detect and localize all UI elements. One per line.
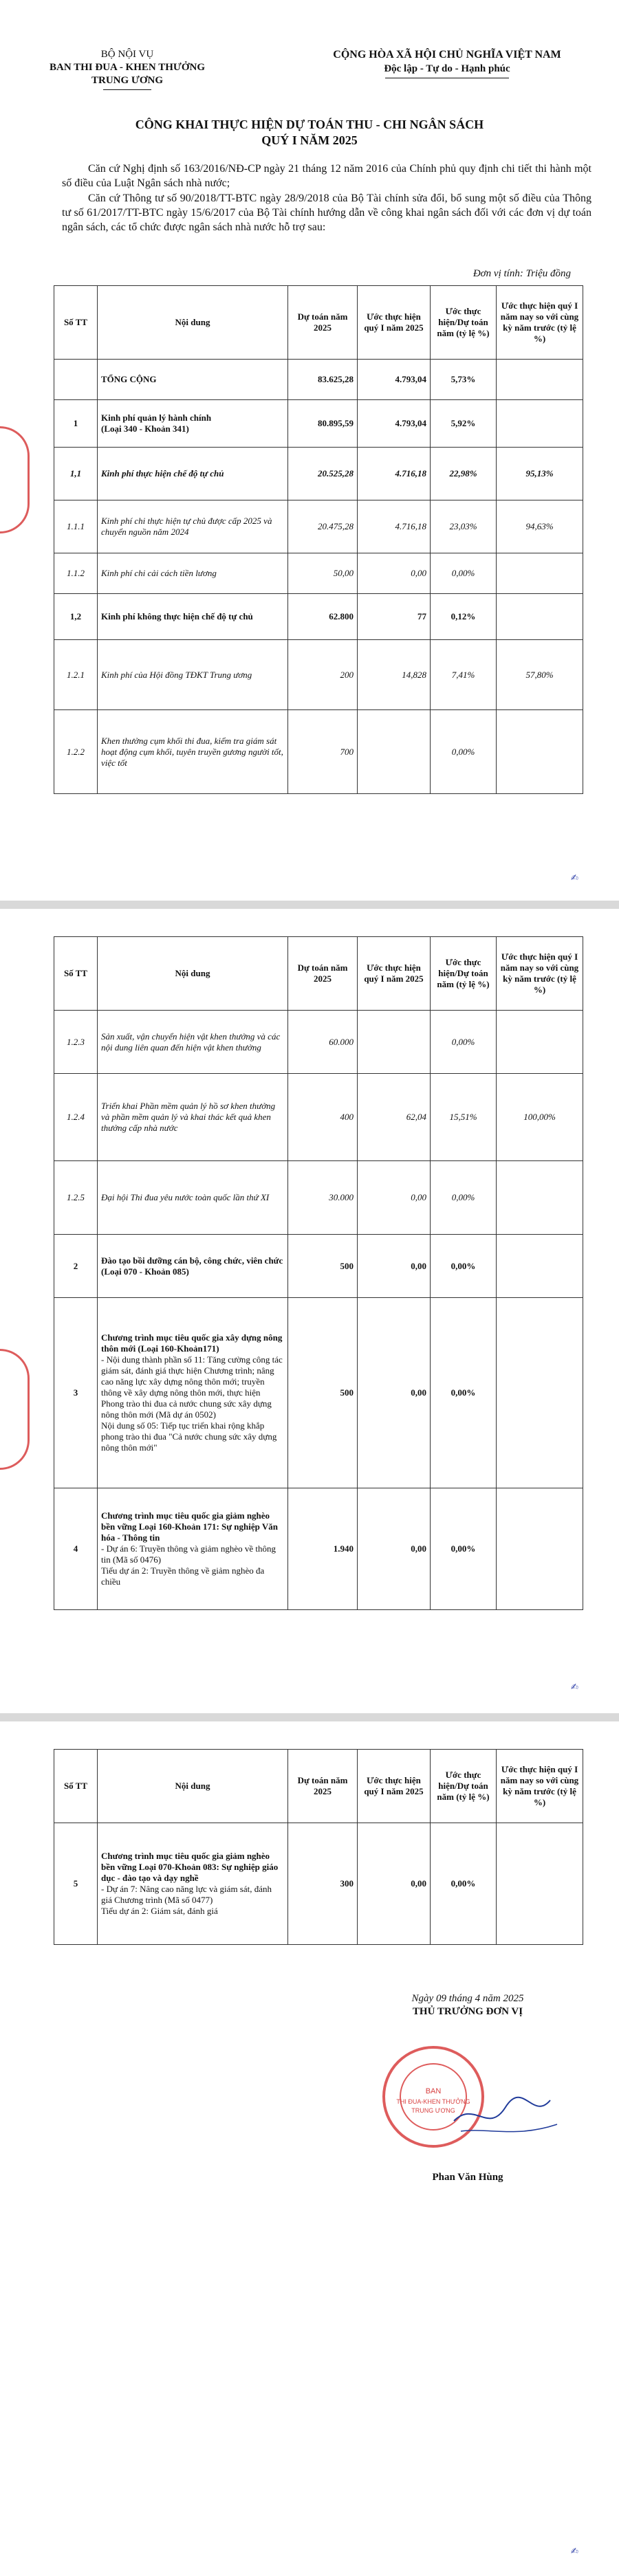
table-header-row <box>54 937 583 1011</box>
budget-table-page1 <box>54 285 583 794</box>
initial-signature-mark: ✍ <box>571 2546 578 2557</box>
row-q1-estimate-cell: 62,04 <box>358 1074 431 1161</box>
table-row <box>54 1298 583 1488</box>
row-ratio-cell: 22,98% <box>431 448 497 500</box>
table-row <box>54 1011 583 1074</box>
row-number-cell: 1,1 <box>54 448 98 500</box>
row-content-cell <box>98 1488 288 1610</box>
row-content-cell: Đại hội Thi đua yêu nước toàn quốc lần thứ XI <box>98 1161 288 1235</box>
row-yoy-cell <box>497 1011 583 1074</box>
row-content-cell: Kinh phí không thực hiện chế độ tự chủ <box>98 594 288 640</box>
row-yoy-cell <box>497 1161 583 1235</box>
row-yoy-cell <box>497 1298 583 1488</box>
row-q1-estimate-cell: 0,00 <box>358 553 431 594</box>
row-budget-cell: 20.525,28 <box>288 448 358 500</box>
row-budget-cell: 62.800 <box>288 594 358 640</box>
col-header-ratio: Ước thực hiện/Dự toán năm (tỷ lệ %) <box>431 937 497 1011</box>
row-content-cell: Kinh phí quản lý hành chính (Loại 340 - Khoản 341) <box>98 400 288 448</box>
row-ratio-cell: 5,73% <box>431 360 497 400</box>
initial-signature-mark: ✍ <box>571 1682 578 1693</box>
row-q1-estimate-cell: 4.793,04 <box>358 360 431 400</box>
row-budget-cell: 30.000 <box>288 1161 358 1235</box>
col-header-stt: Số TT <box>54 286 98 360</box>
budget-table-page2 <box>54 936 583 1610</box>
row-number-cell: 3 <box>54 1298 98 1488</box>
row-q1-estimate-cell <box>358 1011 431 1074</box>
col-header-ratio: Ước thực hiện/Dự toán năm (tỷ lệ %) <box>431 1750 497 1823</box>
row-budget-cell: 200 <box>288 640 358 710</box>
national-motto: Độc lập - Tự do - Hạnh phúc <box>384 63 510 74</box>
row-yoy-cell: 94,63% <box>497 500 583 553</box>
row-budget-cell: 1.940 <box>288 1488 358 1610</box>
row-yoy-cell: 57,80% <box>497 640 583 710</box>
row-number-cell: 1 <box>54 400 98 448</box>
row-number-cell: 2 <box>54 1235 98 1298</box>
row-content-cell: Sản xuất, vận chuyển hiện vật khen thưởng và các nội dung liên quan đến hiện vật khen thưởng <box>98 1011 288 1074</box>
row-budget-cell: 80.895,59 <box>288 400 358 448</box>
intro-paragraph-1: Căn cứ Nghị định số 163/2016/NĐ-CP ngày 21 tháng 12 năm 2016 của Chính phủ quy định chi tiết thi hành một số điều của Luật Ngân sách nhà nước; <box>62 163 591 189</box>
col-header-q1: Ước thực hiện quý I năm 2025 <box>358 937 431 1011</box>
seal-stamp-edge <box>0 1349 30 1470</box>
row-ratio-cell: 0,00% <box>431 1011 497 1074</box>
col-header-budget: Dự toán năm 2025 <box>288 937 358 1011</box>
table-row <box>54 500 583 553</box>
col-header-yoy: Ước thực hiện quý I năm nay so với cùng kỳ năm trước (tỷ lệ %) <box>497 1750 583 1823</box>
row-number-cell: 4 <box>54 1488 98 1610</box>
page-3 <box>0 1721 619 2576</box>
row-content-cell: Đào tạo bồi dưỡng cán bộ, công chức, viên chức (Loại 070 - Khoản 085) <box>98 1235 288 1298</box>
program-detail: - Nội dung thành phần số 11: Tăng cường công tác giám sát, đánh giá thực hiện Chương trình; nâng cao năng lực xây dựng nông thôn mới; truyền thông về xây dựng nông thôn mới, thực hiện Phong trào thi đua cả nước chung sức xây dựng nông thôn mới (Mã dự án 0502) Nội dung số 05: Tiếp tục triển khai rộng khắp phong trào thi đua "Cả nước chung sức xây dựng nông thôn mới" <box>101 1354 283 1453</box>
row-content-cell: Kinh phí của Hội đồng TĐKT Trung ương <box>98 640 288 710</box>
row-yoy-cell <box>497 400 583 448</box>
table-row <box>54 1074 583 1161</box>
row-budget-cell: 700 <box>288 710 358 794</box>
row-q1-estimate-cell <box>358 710 431 794</box>
col-header-q1: Ước thực hiện quý I năm 2025 <box>358 286 431 360</box>
row-content-cell: Kinh phí chi thực hiện tự chủ được cấp 2025 và chuyển nguồn năm 2024 <box>98 500 288 553</box>
program-detail: - Dự án 6: Truyền thông và giảm nghèo về thông tin (Mã số 0476) Tiểu dự án 2: Truyền thông về giảm nghèo đa chiều <box>101 1543 276 1587</box>
row-content-cell: Triển khai Phần mềm quản lý hồ sơ khen thưởng và phần mềm quản lý và khai thác kết quả khen thưởng cấp nhà nước <box>98 1074 288 1161</box>
table-row <box>54 553 583 594</box>
row-ratio-cell: 0,00% <box>431 1298 497 1488</box>
row-yoy-cell <box>497 360 583 400</box>
row-ratio-cell: 7,41% <box>431 640 497 710</box>
table-header-row <box>54 1750 583 1823</box>
table-row <box>54 360 583 400</box>
row-q1-estimate-cell: 77 <box>358 594 431 640</box>
row-budget-cell: 20.475,28 <box>288 500 358 553</box>
col-header-content: Nội dung <box>98 286 288 360</box>
document-title: CÔNG KHAI THỰC HIỆN DỰ TOÁN THU - CHI NGÂN SÁCH <box>135 118 484 131</box>
row-ratio-cell: 0,00% <box>431 1235 497 1298</box>
row-q1-estimate-cell: 0,00 <box>358 1161 431 1235</box>
official-seal-and-signature <box>358 2018 578 2169</box>
row-content-cell: Kinh phí chi cải cách tiền lương <box>98 553 288 594</box>
seal-stamp-edge <box>0 426 30 533</box>
col-header-content: Nội dung <box>98 937 288 1011</box>
intro-paragraph-2: Căn cứ Thông tư số 90/2018/TT-BTC ngày 28/9/2018 của Bộ Tài chính sửa đổi, bổ sung một số điều của Thông tư số 61/2017/TT-BTC ngày 15/6/2017 của Bộ Tài chính hướng dẫn về công khai ngân sách đối với các đơn vị dự toán ngân sách, các tổ chức được ngân sách nhà nước hỗ trợ sau: <box>62 192 591 233</box>
col-header-q1: Ước thực hiện quý I năm 2025 <box>358 1750 431 1823</box>
row-q1-estimate-cell: 0,00 <box>358 1488 431 1610</box>
table-row <box>54 640 583 710</box>
row-budget-cell: 500 <box>288 1298 358 1488</box>
table-row <box>54 1488 583 1610</box>
row-q1-estimate-cell: 4.716,18 <box>358 500 431 553</box>
page-1 <box>0 0 619 901</box>
row-yoy-cell <box>497 710 583 794</box>
board-name-line2: TRUNG ƯƠNG <box>91 75 164 86</box>
row-ratio-cell: 5,92% <box>431 400 497 448</box>
row-number-cell: 5 <box>54 1823 98 1945</box>
program-title: Chương trình mục tiêu quốc gia xây dựng nông thôn mới (Loại 160-Khoản171) <box>101 1332 283 1354</box>
row-yoy-cell <box>497 1235 583 1298</box>
col-header-budget: Dự toán năm 2025 <box>288 286 358 360</box>
program-detail: - Dự án 7: Nâng cao năng lực và giám sát, đánh giá Chương trình (Mã số 0477) Tiểu dự án 2: Giám sát, đánh giá <box>101 1884 272 1916</box>
row-budget-cell: 83.625,28 <box>288 360 358 400</box>
row-budget-cell: 50,00 <box>288 553 358 594</box>
row-ratio-cell: 0,00% <box>431 1823 497 1945</box>
row-ratio-cell: 0,00% <box>431 1488 497 1610</box>
col-header-budget: Dự toán năm 2025 <box>288 1750 358 1823</box>
row-budget-cell: 60.000 <box>288 1011 358 1074</box>
col-header-content: Nội dung <box>98 1750 288 1823</box>
table-row <box>54 594 583 640</box>
page-2 <box>0 909 619 1713</box>
row-yoy-cell <box>497 553 583 594</box>
budget-table-page3 <box>54 1749 583 1945</box>
row-budget-cell: 300 <box>288 1823 358 1945</box>
row-budget-cell: 500 <box>288 1235 358 1298</box>
row-number-cell: 1.2.2 <box>54 710 98 794</box>
svg-text:THI ĐUA-KHEN THƯỞNG: THI ĐUA-KHEN THƯỞNG <box>396 2098 470 2105</box>
row-q1-estimate-cell: 4.793,04 <box>358 400 431 448</box>
row-ratio-cell: 0,00% <box>431 1161 497 1235</box>
row-yoy-cell: 95,13% <box>497 448 583 500</box>
row-ratio-cell: 23,03% <box>431 500 497 553</box>
row-yoy-cell <box>497 1488 583 1610</box>
row-content-cell <box>98 1298 288 1488</box>
row-yoy-cell: 100,00% <box>497 1074 583 1161</box>
row-number-cell: 1.1.2 <box>54 553 98 594</box>
initial-signature-mark: ✍ <box>571 873 578 883</box>
row-number-cell: 1,2 <box>54 594 98 640</box>
row-q1-estimate-cell: 4.716,18 <box>358 448 431 500</box>
row-number-cell <box>54 360 98 400</box>
svg-text:TRUNG ƯƠNG: TRUNG ƯƠNG <box>411 2107 455 2114</box>
row-content-cell: Kinh phí thực hiện chế độ tự chủ <box>98 448 288 500</box>
table-row <box>54 1823 583 1945</box>
row-ratio-cell: 0,00% <box>431 710 497 794</box>
signer-role: THỦ TRƯỞNG ĐƠN VỊ <box>412 2006 523 2017</box>
row-q1-estimate-cell: 0,00 <box>358 1235 431 1298</box>
row-q1-estimate-cell: 0,00 <box>358 1298 431 1488</box>
table-row <box>54 1235 583 1298</box>
row-ratio-cell: 15,51% <box>431 1074 497 1161</box>
document-subtitle: QUÝ I NĂM 2025 <box>261 133 358 147</box>
row-number-cell: 1.2.1 <box>54 640 98 710</box>
row-number-cell: 1.1.1 <box>54 500 98 553</box>
row-ratio-cell: 0,00% <box>431 553 497 594</box>
col-header-ratio: Ước thực hiện/Dự toán năm (tỷ lệ %) <box>431 286 497 360</box>
agency-header <box>41 48 213 90</box>
header-underline <box>103 89 151 90</box>
col-header-stt: Số TT <box>54 937 98 1011</box>
table-row <box>54 710 583 794</box>
col-header-stt: Số TT <box>54 1750 98 1823</box>
svg-text:BAN: BAN <box>425 2087 442 2095</box>
ministry-name: BỘ NỘI VỤ <box>100 49 154 60</box>
table-row <box>54 448 583 500</box>
row-number-cell: 1.2.3 <box>54 1011 98 1074</box>
row-content-cell <box>98 1823 288 1945</box>
col-header-yoy: Ước thực hiện quý I năm nay so với cùng kỳ năm trước (tỷ lệ %) <box>497 937 583 1011</box>
table-header-row <box>54 286 583 360</box>
row-content-cell: TỔNG CỘNG <box>98 360 288 400</box>
board-name: BAN THI ĐUA - KHEN THƯỞNG <box>49 62 205 73</box>
program-title: Chương trình mục tiêu quốc gia giảm nghèo bền vững Loại 160-Khoản 171: Sự nghiệp Văn hóa - Thông tin <box>101 1510 279 1543</box>
nation-name: CỘNG HÒA XÃ HỘI CHỦ NGHĨA VIỆT NAM <box>333 49 561 60</box>
row-number-cell: 1.2.5 <box>54 1161 98 1235</box>
table-row <box>54 1161 583 1235</box>
signing-date: Ngày 09 tháng 4 năm 2025 <box>411 1993 524 2004</box>
row-number-cell: 1.2.4 <box>54 1074 98 1161</box>
row-q1-estimate-cell: 14,828 <box>358 640 431 710</box>
signer-name: Phan Văn Hùng <box>432 2172 503 2183</box>
row-yoy-cell <box>497 1823 583 1945</box>
table-row <box>54 400 583 448</box>
national-header <box>296 48 598 78</box>
signature-block <box>358 1993 578 2220</box>
row-ratio-cell: 0,12% <box>431 594 497 640</box>
program-title: Chương trình mục tiêu quốc gia giảm nghèo bền vững Loại 070-Khoản 083: Sự nghiệp giáo dục - đào tạo và dạy nghề <box>101 1851 279 1883</box>
unit-label: Đơn vị tính: Triệu đồng <box>473 268 571 279</box>
row-content-cell: Khen thưởng cụm khối thi đua, kiểm tra giám sát hoạt động cụm khối, tuyên truyền gương người tốt, việc tốt <box>98 710 288 794</box>
row-budget-cell: 400 <box>288 1074 358 1161</box>
col-header-yoy: Ước thực hiện quý I năm nay so với cùng kỳ năm trước (tỷ lệ %) <box>497 286 583 360</box>
row-yoy-cell <box>497 594 583 640</box>
row-q1-estimate-cell: 0,00 <box>358 1823 431 1945</box>
